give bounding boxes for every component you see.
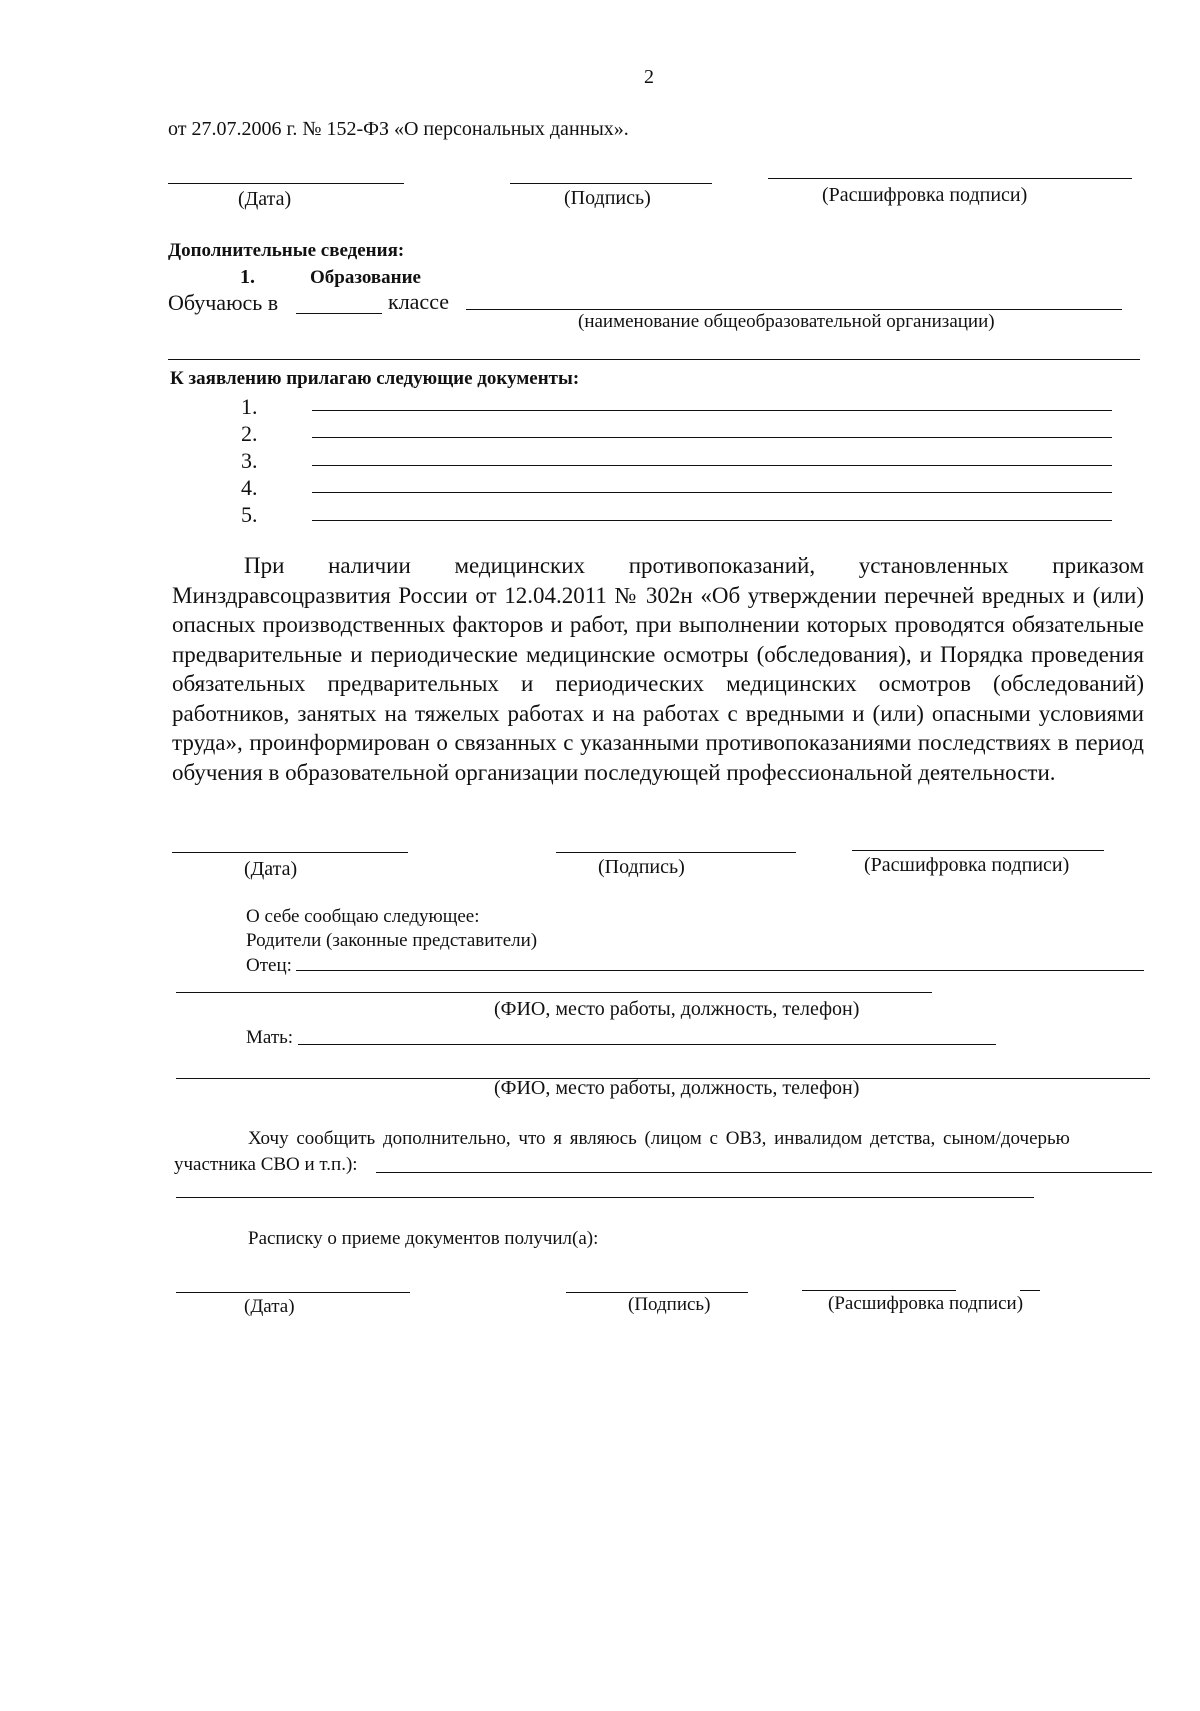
signature-line-2[interactable] xyxy=(556,852,796,853)
parents-label: Родители (законные представители) xyxy=(246,930,538,951)
extra-field-2[interactable] xyxy=(176,1197,1034,1198)
signature-caption-1: (Подпись) xyxy=(564,187,651,209)
date-line-1[interactable] xyxy=(168,183,404,184)
grade-field[interactable] xyxy=(296,313,382,314)
signature-line-1[interactable] xyxy=(510,183,712,184)
decoding-line-3b[interactable] xyxy=(1020,1290,1040,1291)
document-item-number: 4. xyxy=(241,475,258,500)
org-caption: (наименование общеобразовательной организации) xyxy=(578,311,995,332)
extra-line-1: Хочу сообщить дополнительно, что я являюсь (лицом с ОВЗ, инвалидом детства, сыном/дочерью xyxy=(248,1128,1070,1149)
school-name-field[interactable] xyxy=(466,309,1122,310)
decoding-caption-2: (Расшифровка подписи) xyxy=(864,854,1070,876)
study-prefix: Обучаюсь в xyxy=(168,290,279,315)
document-field[interactable] xyxy=(312,520,1112,521)
father-field-2[interactable] xyxy=(176,992,932,993)
mother-caption: (ФИО, место работы, должность, телефон) xyxy=(494,1077,860,1099)
document-field[interactable] xyxy=(312,465,1112,466)
extra-line-2: участника СВО и т.п.): xyxy=(174,1154,358,1175)
document-item-number: 3. xyxy=(241,448,258,473)
document-field[interactable] xyxy=(312,437,1112,438)
document-item-number: 5. xyxy=(241,502,258,527)
date-caption-1: (Дата) xyxy=(238,188,292,210)
page-number: 2 xyxy=(644,66,654,88)
study-grade-word: классе xyxy=(388,289,449,314)
about-intro: О себе сообщаю следующее: xyxy=(246,906,480,927)
school-name-field-2[interactable] xyxy=(168,359,1140,360)
intro-line: от 27.07.2006 г. № 152-ФЗ «О персональных данных». xyxy=(168,118,629,140)
father-field[interactable] xyxy=(296,970,1144,971)
document-item-number: 2. xyxy=(241,421,258,446)
document-item-number: 1. xyxy=(241,394,258,419)
additional-heading: Дополнительные сведения: xyxy=(168,240,405,261)
decoding-caption-3: (Расшифровка подписи) xyxy=(828,1293,1024,1314)
date-line-2[interactable] xyxy=(172,852,408,853)
extra-field[interactable] xyxy=(376,1172,1152,1173)
date-caption-2: (Дата) xyxy=(244,858,298,880)
medical-paragraph: При наличии медицинских противопоказаний, установленных приказом Минздравсоцразвития России от 12.04.2011 № 302н «Об утверждении перечней вредных и (или) опасных производственных факторов и работ, при выполнении которых проводятся обязательные предварительные и периодические медицинские осмотры (обследования), и Порядка проведения обязательных предварительных и периодических медицинских осмотров (обследований) работников, занятых на тяжелых работах и на работах с вредными и (или) опасными условиями труда», проинформирован о связанных с указанными противопоказаниями последствиях в период обучения в образовательной организации последующей профессиональной деятельности. xyxy=(172,553,1144,785)
signature-caption-3: (Подпись) xyxy=(628,1294,711,1315)
receipt-text: Расписку о приеме документов получил(а): xyxy=(248,1228,599,1249)
mother-field[interactable] xyxy=(298,1044,996,1045)
decoding-line-1[interactable] xyxy=(768,178,1132,179)
education-title: Образование xyxy=(310,267,421,288)
document-field[interactable] xyxy=(312,410,1112,411)
date-caption-3: (Дата) xyxy=(244,1296,295,1317)
father-label: Отец: xyxy=(246,955,292,976)
father-caption: (ФИО, место работы, должность, телефон) xyxy=(494,998,860,1020)
signature-caption-2: (Подпись) xyxy=(598,856,685,878)
date-line-3[interactable] xyxy=(176,1292,410,1293)
signature-line-3[interactable] xyxy=(566,1292,748,1293)
mother-label: Мать: xyxy=(246,1027,294,1048)
decoding-caption-1: (Расшифровка подписи) xyxy=(822,184,1028,206)
document-field[interactable] xyxy=(312,492,1112,493)
documents-heading: К заявлению прилагаю следующие документы: xyxy=(170,368,580,389)
decoding-line-3[interactable] xyxy=(802,1290,956,1291)
education-number: 1. xyxy=(240,266,255,288)
decoding-line-2[interactable] xyxy=(852,850,1104,851)
